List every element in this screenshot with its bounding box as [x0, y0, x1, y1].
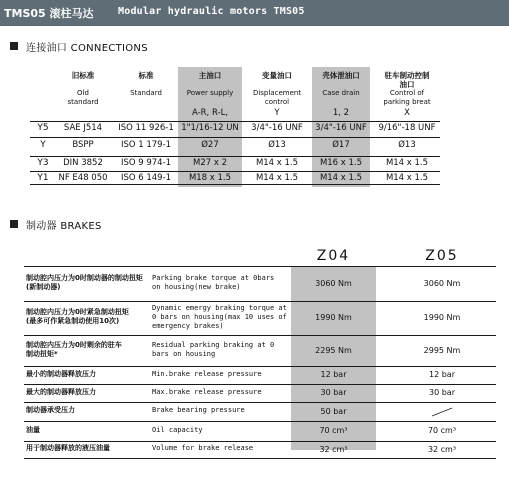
connections-cell: ISO 9 974-1 — [120, 158, 172, 168]
brakes-col-z04: Z04 — [316, 248, 351, 264]
connections-title: 连接油口 CONNECTIONS — [26, 43, 148, 54]
connections-cell: M14 x 1.5 — [385, 158, 429, 168]
connections-cell: Ø13 — [398, 140, 416, 150]
brakes-row-label-cn: 最小的制动器释放压力 — [26, 369, 96, 378]
connections-cell: M14 x 1.5 — [319, 173, 363, 183]
brakes-value-z04: 12 bar — [320, 370, 347, 379]
brakes-row-label-en: Brake bearing pressure — [152, 406, 245, 414]
brakes-value-z04: 30 bar — [320, 388, 347, 397]
z04-column-shading — [291, 266, 376, 450]
brakes-value-z04: 32 cm³ — [319, 444, 348, 454]
connections-cell: BSPP — [72, 140, 94, 150]
connections-rule — [30, 137, 440, 138]
header-banner — [0, 0, 509, 26]
connections-cell: M18 x 1.5 — [188, 173, 232, 183]
connections-cell: M27 x 2 — [193, 158, 227, 168]
brakes-rule — [24, 384, 496, 385]
connections-cell: M14 x 1.5 — [385, 173, 429, 183]
connections-col-cn: 标准 — [138, 71, 154, 80]
brakes-value-z04: 3060 Nm — [315, 278, 352, 288]
connections-cell: 1"1/16-12 UN — [181, 123, 239, 133]
brakes-value-z04: 70 cm³ — [319, 426, 348, 435]
brakes-row-label-en: Residual parking braking at 0 bars on housing — [152, 340, 275, 358]
brakes-row-label-cn: 制动器承受压力 — [26, 406, 75, 414]
connections-cell: Ø27 — [201, 140, 219, 150]
brakes-row-label-en: Min.brake release pressure — [152, 369, 262, 378]
brakes-row-label-en: Volume for brake release — [152, 444, 254, 452]
connections-rule — [30, 171, 440, 172]
brakes-col-z05: Z05 — [425, 248, 459, 264]
connections-cell: SAE J514 — [63, 123, 103, 133]
connections-col-cn: 驻车制动控制 油口 — [384, 71, 430, 89]
brakes-rule — [24, 301, 496, 302]
connections-col-cn: 主油口 — [198, 71, 222, 80]
connections-col-cn: 壳体泄油口 — [322, 71, 360, 80]
brakes-rule — [24, 266, 496, 267]
brakes-row-label-en: Parking brake torque at 0bars on housing(new brake) — [152, 273, 275, 291]
not-applicable-slash-icon — [430, 407, 454, 417]
connections-col-en: Control of parking breat — [383, 89, 431, 106]
connections-col-cn: 旧标准 — [71, 71, 95, 80]
connections-col-en: Old standard — [67, 89, 99, 106]
connections-cell: 3/4"-16 UNF — [315, 123, 367, 133]
brakes-rule — [24, 335, 496, 336]
connections-row-label: Y3 — [37, 158, 49, 168]
section-bullet-connections — [10, 42, 18, 50]
brakes-row-label-cn: 用于制动器释放的液压油量 — [26, 444, 110, 452]
connections-row-label: Y1 — [37, 173, 49, 183]
connections-rule — [30, 156, 440, 157]
connections-cell: ISO 1 179-1 — [120, 140, 172, 150]
brakes-value-z05: 30 bar — [429, 388, 455, 397]
connections-rule — [30, 184, 440, 185]
connections-cell: M14 x 1.5 — [255, 158, 299, 168]
connections-col-sym: X — [404, 108, 410, 118]
brakes-title: 制动器 BRAKES — [26, 221, 102, 232]
brakes-rule — [24, 441, 496, 442]
connections-col-en: Case drain — [322, 89, 360, 97]
connections-col-en: Standard — [130, 89, 162, 97]
connections-row-label: Y5 — [37, 123, 49, 133]
connections-col-sym: A-R, R-L, — [191, 108, 229, 118]
brakes-row-label-cn: 最大的制动器释放压力 — [26, 387, 96, 396]
section-bullet-brakes — [10, 220, 18, 228]
brakes-value-z04: 50 bar — [320, 406, 347, 416]
connections-cell: NF E48 050 — [58, 173, 108, 183]
header-title-en: Modular hydraulic motors TMS05 — [118, 6, 305, 17]
connections-col-sym: Y — [274, 108, 280, 118]
brakes-value-z05: 3060 Nm — [423, 278, 461, 288]
connections-col-cn: 变量油口 — [262, 71, 292, 80]
connections-col-sym: 1, 2 — [332, 108, 350, 118]
brakes-row-label-cn: 油量 — [26, 425, 40, 434]
brakes-rule — [24, 421, 496, 422]
connections-cell: Ø17 — [332, 140, 350, 150]
connections-cell: 3/4"-16 UNF — [251, 123, 303, 133]
connections-cell: DIN 3852 — [63, 158, 103, 168]
brakes-value-z04: 1990 Nm — [315, 313, 352, 322]
brakes-value-z05: 1990 Nm — [423, 313, 461, 322]
brakes-row-label-cn: 制动腔内压力为0时剩余的驻车 制动扭矩* — [26, 340, 122, 358]
connections-cell: 9/16"-18 UNF — [378, 123, 436, 133]
connections-cell: M16 x 1.5 — [319, 158, 363, 168]
connections-cell: Ø13 — [268, 140, 286, 150]
header-title-cn: TMS05 滚柱马达 — [4, 7, 94, 20]
brakes-row-label-cn: 制动腔内压力为0时紧急制动扭矩 (最多可作紧急制动使用10次) — [26, 308, 129, 325]
brakes-row-label-en: Max.brake release pressure — [152, 387, 262, 396]
brakes-row-label-en: Oil capacity — [152, 425, 203, 434]
connections-col-en: Power supply — [186, 89, 234, 97]
brakes-value-z04: 2295 Nm — [315, 345, 352, 355]
connections-cell: M14 x 1.5 — [255, 173, 299, 183]
brakes-row-label-en: Dynamic emergy braking torque at 0 bars on housing(max 10 uses of emergency brakes) — [152, 303, 287, 330]
brakes-row-label-cn: 制动腔内压力为0时制动器的制动扭矩 (新制动器) — [26, 273, 143, 291]
connections-rule — [30, 121, 440, 122]
brakes-value-z05: 70 cm³ — [427, 426, 457, 435]
brakes-rule — [24, 366, 496, 367]
connections-cell: ISO 11 926-1 — [118, 123, 174, 133]
brakes-value-z05: 32 cm³ — [427, 444, 457, 454]
connections-cell: ISO 6 149-1 — [120, 173, 172, 183]
brakes-rule — [24, 458, 496, 459]
connections-col-en: Displacement control — [252, 89, 302, 106]
brakes-value-z05: 2995 Nm — [423, 345, 461, 355]
connections-row-label: Y — [40, 140, 46, 150]
brakes-value-z05: 12 bar — [429, 370, 455, 379]
brakes-rule — [24, 402, 496, 403]
